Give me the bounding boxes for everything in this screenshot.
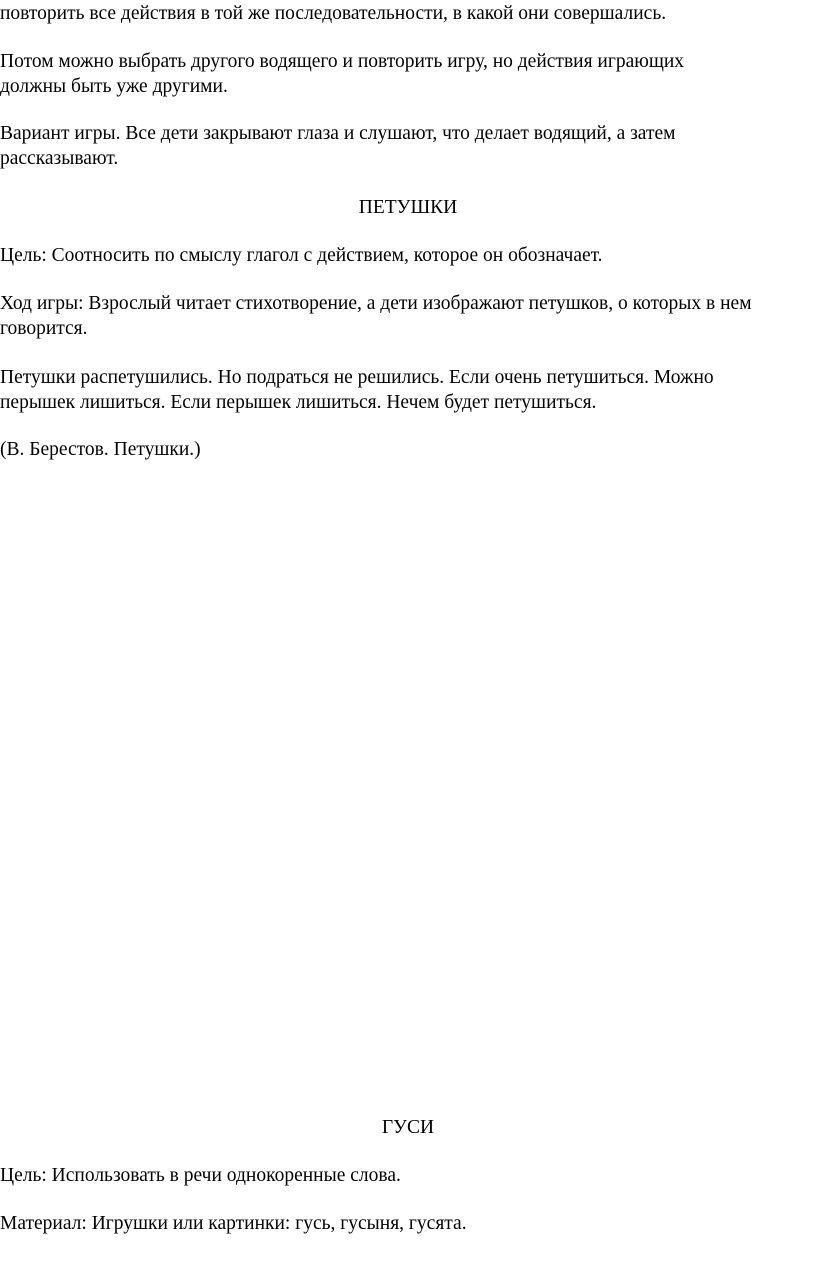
text-line: говорится. [0,318,88,339]
paragraph-new-driver [0,49,816,99]
text-line: Петушки распетушились. Но подраться не решились. Если очень петушиться. Можно [0,367,714,388]
section-title-gusi: ГУСИ [381,1117,435,1138]
paragraph-goal-petushki [0,243,816,268]
paragraph-goal-gusi [0,1163,816,1188]
text-line: должны быть уже другими. [0,76,228,97]
text-line: рассказывают. [0,148,119,169]
paragraph-process-petushki [0,291,816,341]
section-title-petushki: ПЕТУШКИ [358,197,458,218]
text-line: Материал: Игрушки или картинки: гусь, гусыня, гусята. [0,1213,467,1234]
text-line: (В. Берестов. Петушки.) [0,439,201,460]
text-line: Ход игры: Взрослый читает стихотворение, а дети изображают петушков, о которых в нем [0,293,752,314]
paragraph-variant [0,121,816,171]
paragraph-material-gusi [0,1211,816,1236]
text-line: Вариант игры. Все дети закрывают глаза и слушают, что делает водящий, а затем [0,123,676,144]
text-line: Цель: Использовать в речи однокоренные слова. [0,1165,401,1186]
text-line: Потом можно выбрать другого водящего и повторить игру, но действия играющих [0,51,685,72]
paragraph-poem [0,365,816,415]
paragraph-attribution [0,437,816,462]
text-line: повторить все действия в той же последовательности, в какой они совершались. [0,3,667,24]
paragraph-continuation [0,1,816,26]
text-line: Цель: Соотносить по смыслу глагол с действием, которое он обозначает. [0,245,603,266]
text-line: перышек лишиться. Если перышек лишиться. Нечем будет петушиться. [0,392,597,413]
